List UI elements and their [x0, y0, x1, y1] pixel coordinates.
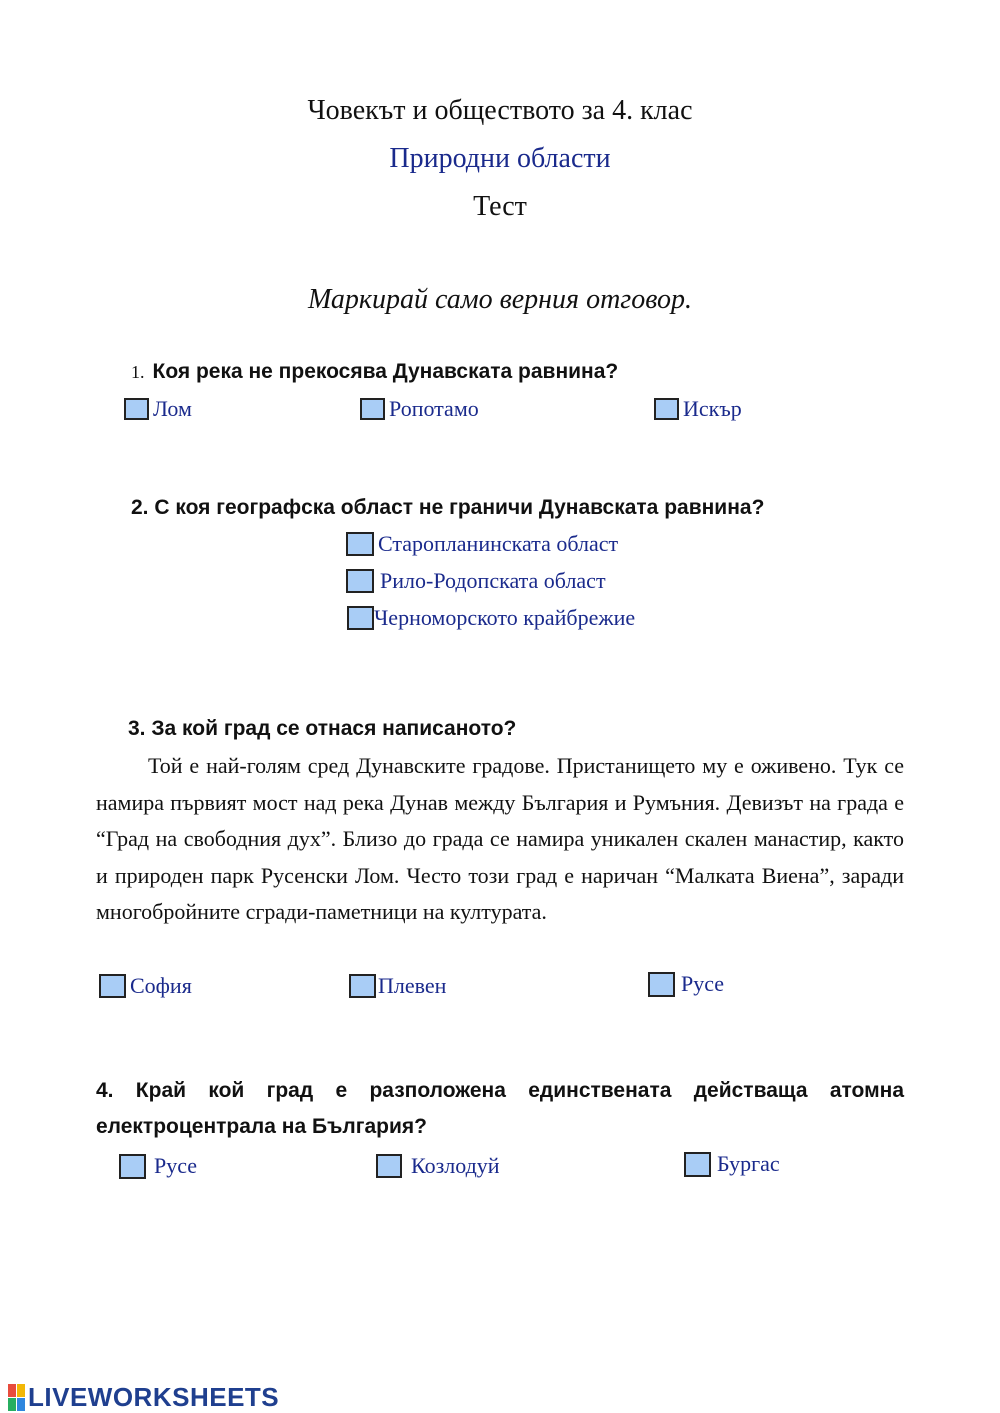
- logo-text: LIVEWORKSHEETS: [28, 1382, 280, 1412]
- q3-option-2-label: Плевен: [378, 973, 447, 998]
- q1-option-1-checkbox[interactable]: [124, 398, 149, 420]
- q3-option-1[interactable]: [99, 973, 192, 999]
- q2-option-2-checkbox[interactable]: [346, 569, 374, 593]
- q3-option-3-label: Русе: [681, 971, 725, 996]
- q4-option-2[interactable]: [376, 1153, 500, 1179]
- q3-option-3-checkbox[interactable]: [648, 972, 675, 997]
- q1-option-2-label: Ропотамо: [389, 396, 479, 421]
- q2-option-3-checkbox[interactable]: [347, 606, 374, 630]
- q4-option-1-label: Русе: [154, 1153, 198, 1178]
- q2-option-1-label: Старопланинската област: [378, 531, 619, 556]
- q3-option-2-checkbox[interactable]: [349, 974, 376, 998]
- q2-option-3-label: Черноморското крайбрежие: [374, 605, 636, 630]
- question-1: [131, 360, 618, 384]
- q1-option-3[interactable]: [654, 396, 742, 422]
- question-1-text: Коя река не прекосява Дунавската равнина?: [152, 360, 619, 383]
- subject-title: Човекът и обществото за 4. клас: [307, 95, 693, 126]
- q2-option-3[interactable]: [347, 605, 635, 631]
- q1-option-2-checkbox[interactable]: [360, 398, 385, 420]
- q2-option-1[interactable]: [346, 531, 618, 557]
- q4-option-3[interactable]: [684, 1151, 780, 1177]
- q2-option-2-label: Рило-Родопската област: [380, 568, 606, 593]
- q2-option-1-checkbox[interactable]: [346, 532, 374, 556]
- q1-option-3-checkbox[interactable]: [654, 398, 679, 420]
- q4-option-3-label: Бургас: [717, 1151, 780, 1176]
- test-type-title: Тест: [473, 191, 527, 222]
- q4-option-3-checkbox[interactable]: [684, 1152, 711, 1177]
- logo-mark-icon: [8, 1384, 25, 1411]
- topic-title: Природни области: [389, 143, 611, 174]
- q3-option-1-label: София: [130, 973, 192, 998]
- q4-option-2-checkbox[interactable]: [376, 1154, 402, 1178]
- question-3: 3. За кой град се отнася написаното?: [128, 717, 517, 740]
- q2-option-2[interactable]: [346, 568, 606, 594]
- q1-option-2[interactable]: [360, 396, 479, 422]
- instruction: Маркирай само верния отговор.: [307, 284, 692, 315]
- question-1-number: 1.: [131, 362, 145, 382]
- q4-option-2-label: Козлодуй: [411, 1153, 500, 1178]
- q3-option-3[interactable]: [648, 971, 724, 997]
- q1-option-1-label: Лом: [153, 396, 192, 421]
- q4-option-1[interactable]: [119, 1153, 197, 1179]
- q1-option-3-label: Искър: [683, 396, 742, 421]
- question-3-passage: Той е най-голям сред Дунавските градове. Пристанището му е оживено. Тук се намира първият мост над река Дунав между България и Румъния. Девизът на града е “Град на свободния дух”. Близо до града се намира уникален скален манастир, както и природен парк Русенски Лом. Често този град е наричан “Малката Виена”, заради многобройните сгради-паметници на културата.: [96, 753, 904, 925]
- question-4: 4. Край кой град е разположена единствената действаща атомна електроцентрала на България?: [96, 1079, 904, 1138]
- q3-option-2[interactable]: [349, 973, 446, 999]
- liveworksheets-logo[interactable]: [8, 1382, 279, 1413]
- q1-option-1[interactable]: [124, 396, 192, 422]
- q4-option-1-checkbox[interactable]: [119, 1154, 146, 1179]
- q3-option-1-checkbox[interactable]: [99, 974, 126, 998]
- question-2: 2. С коя географска област не граничи Дунавската равнина?: [131, 496, 765, 519]
